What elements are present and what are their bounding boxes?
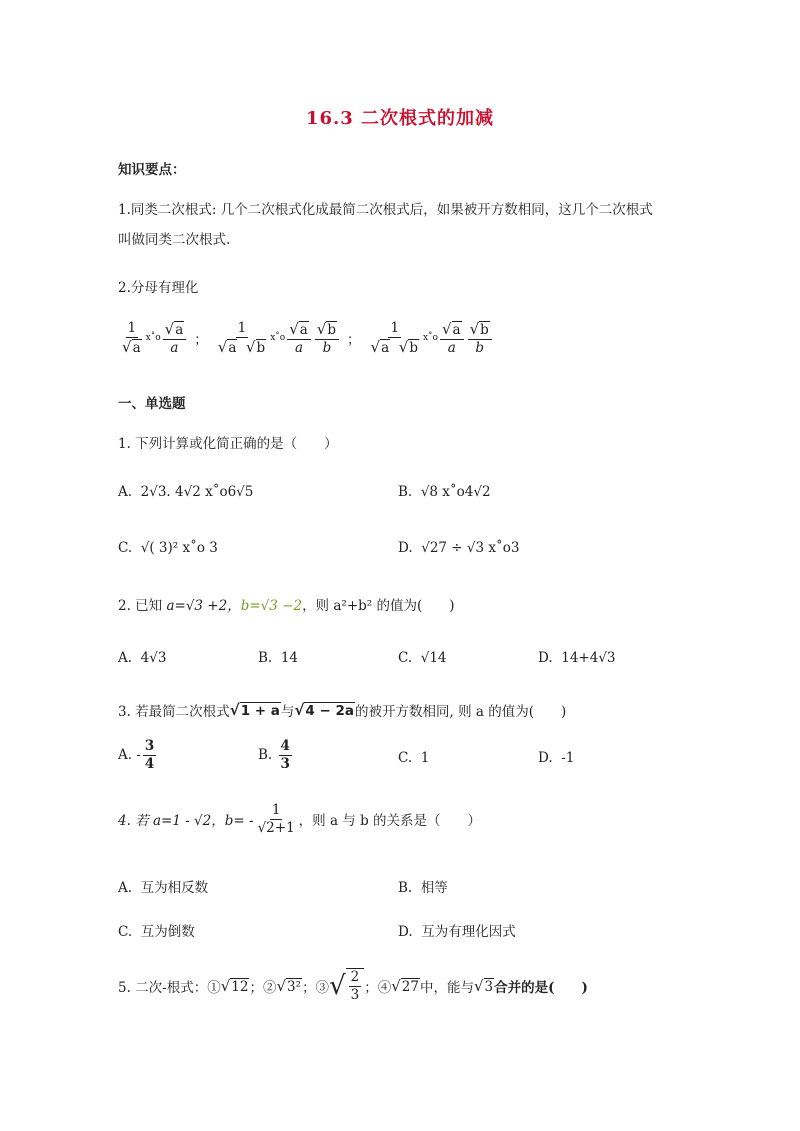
q4-option-b[interactable]: B. 相等 xyxy=(398,880,448,896)
q3-option-d[interactable]: D. -1 xyxy=(538,750,575,766)
q4-stem: 4. 若 a=1 - √2，b= - $\frac{1}{√2+1}$ ，则 a 与 b 的关系是（ ） xyxy=(118,802,482,836)
q3-radical-1: √1 + a xyxy=(229,701,280,719)
q3-stem: 3. 若最简二次根式 √1 + a 与 √4 − 2a 的被开方数相同, 则 a 的值为( ) xyxy=(118,701,567,720)
q2-stem: 2. 已知 a=√3 +2，b=√3 −2，则 a²+b² 的值为( ) xyxy=(118,598,455,614)
q5-stem: 5. 二次-根式：① √12 ；② √3² ；③ √ $\frac{2}{3}$ ；④ √27 中，能与 √3 合并的是( ) xyxy=(118,969,588,1003)
q4-option-c[interactable]: C. 互为倒数 xyxy=(118,924,195,940)
page-title: 16.3 二次根式的加减 xyxy=(305,108,495,129)
q3-option-a[interactable]: A. - $\frac{3}{4}$ xyxy=(118,738,155,772)
q3-option-c[interactable]: C. 1 xyxy=(398,750,430,766)
point1-line1: 1.同类二次根式: 几个二次根式化成最简二次根式后，如果被开方数相同，这几个二次根式 xyxy=(118,202,653,218)
q3-radical-2: √4 − 2a xyxy=(294,701,355,719)
q1-option-a[interactable]: A. 2√3. 4√2 ⅹ˚o6√5 xyxy=(118,484,254,500)
formula2-right-fraction-a: $\frac{√a}{a}$ xyxy=(287,320,311,357)
q4-option-a[interactable]: A. 互为相反数 xyxy=(118,880,209,896)
q3-option-a-fraction: $\frac{3}{4}$ xyxy=(144,738,155,772)
formula3-left-fraction: $\frac{1}{√a √b}$ xyxy=(370,320,418,356)
q1-option-d[interactable]: D. √27 ÷ √3 ⅹ˚o3 xyxy=(398,540,520,556)
formula1-left-fraction: $\frac{1}{√a}$ xyxy=(122,320,141,356)
q4-option-d[interactable]: D. 互为有理化因式 xyxy=(398,924,516,940)
formula3-right-fraction-b: $\frac{√b}{b}$ xyxy=(468,320,492,357)
q5-radical-27: √27 xyxy=(391,976,419,995)
formula2-right-fraction-b: $\frac{√b}{b}$ xyxy=(315,320,339,357)
formula3-right-fraction-a: $\frac{√a}{a}$ xyxy=(440,320,464,357)
q5-radical-fraction: √ $\frac{2}{3}$ xyxy=(329,968,364,1004)
q2-option-c[interactable]: C. √14 xyxy=(398,650,447,666)
q3-option-b-fraction: $\frac{4}{3}$ xyxy=(280,738,290,772)
q2-option-d[interactable]: D. 14+4√3 xyxy=(538,650,616,666)
point1-line2: 叫做同类二次根式. xyxy=(118,232,231,248)
rationalize-formula: $\frac{1}{√a}$ ⅹ˚o $\frac{√a}{a}$ ； $\frac{1}{√a √b}$ ⅹ˚o $\frac{√a}{a}$ $\frac{√b}{b}$ ； $\frac{1}{√a √b}$ ⅹ˚o $\frac{√a}{a}$ $\frac{√b}{b}$ xyxy=(118,320,494,357)
point2-heading: 2.分母有理化 xyxy=(118,280,199,296)
q5-radical-3sq: √3² xyxy=(276,976,302,995)
q5-radical-12: √12 xyxy=(220,976,249,995)
q1-stem: 1. 下列计算或化简正确的是（ ） xyxy=(118,436,338,452)
q1-option-b[interactable]: B. √8 ⅹ˚o4√2 xyxy=(398,484,491,500)
q4-fraction: $\frac{1}{√2+1}$ xyxy=(257,802,295,836)
q2-option-b[interactable]: B. 14 xyxy=(258,650,298,666)
section-heading-single-choice: 一、单选题 xyxy=(118,396,186,412)
q2-option-a[interactable]: A. 4√3 xyxy=(118,650,167,666)
formula2-left-fraction: $\frac{1}{√a √b}$ xyxy=(217,320,266,356)
q5-radical-3: √3 xyxy=(473,976,494,995)
formula1-right-fraction: $\frac{√a}{a}$ xyxy=(163,320,187,357)
knowledge-heading: 知识要点： xyxy=(118,162,186,178)
q3-option-b[interactable]: B. $\frac{4}{3}$ xyxy=(258,738,290,772)
q1-option-c[interactable]: C. √( 3)² ⅹ˚o 3 xyxy=(118,540,218,556)
